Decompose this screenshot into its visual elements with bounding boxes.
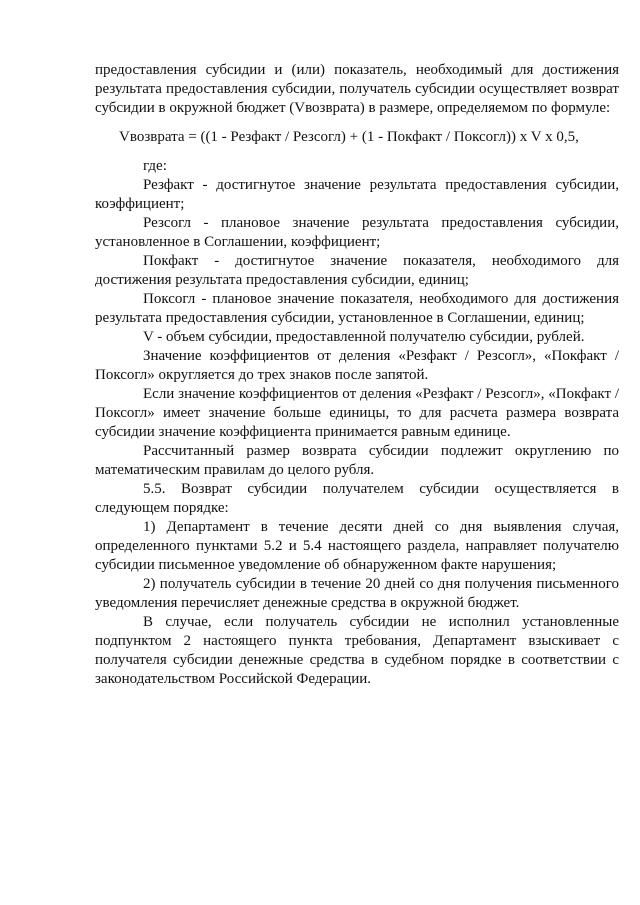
list-item-2: 2) получатель субсидии в течение 20 дней со дня получения письменного уведомления перечисляет денежные средства в окружной бюджет.	[95, 576, 619, 611]
formula-vozvrata: Vвозврата = ((1 - Резфакт / Резсогл) + (1 - Покфакт / Поксогл)) x V x 0,5,	[119, 129, 579, 145]
paragraph-intro: предоставления субсидии и (или) показатель, необходимый для достижения результата предоставления субсидии, получатель субсидии осуществляет возврат субсидии в окружной бюджет (Vвозврата) в размере, определяемом по формуле:	[95, 62, 619, 116]
definition-poksogl: Поксогл - плановое значение показателя, необходимого для достижения результата предоставления субсидии, установленное в Соглашении, единиц;	[95, 291, 619, 326]
paragraph-enforcement: В случае, если получатель субсидии не исполнил установленные подпунктом 2 настоящего пункта требования, Департамент взыскивает с получателя субсидии денежные средства в судебном порядке в соответствии с законодательством Российской Федерации.	[95, 614, 619, 687]
definition-v: V - объем субсидии, предоставленной получателю субсидии, рублей.	[143, 329, 585, 345]
definition-rezfakt: Резфакт - достигнутое значение результата предоставления субсидии, коэффициент;	[95, 177, 619, 212]
definition-pokfakt: Покфакт - достигнутое значение показателя, необходимого для достижения результата предоставления субсидии, единиц;	[95, 253, 619, 288]
document-body	[95, 61, 619, 689]
paragraph-section-5-5: 5.5. Возврат субсидии получателем субсидии осуществляется в следующем порядке:	[95, 481, 619, 516]
list-item-1: 1) Департамент в течение десяти дней со дня выявления случая, определенного пунктами 5.2 и 5.4 настоящего раздела, направляет получателю субсидии письменное уведомление об обнаруженном факте нарушения;	[95, 519, 619, 573]
paragraph-gde: где:	[143, 158, 167, 174]
definition-rezsogl: Резсогл - плановое значение результата предоставления субсидии, установленное в Соглашении, коэффициент;	[95, 215, 619, 250]
paragraph-coefficient-cap: Если значение коэффициентов от деления «Резфакт / Резсогл», «Покфакт / Поксогл» имеет значение больше единицы, то для расчета размера возврата субсидии значение коэффициента принимается равным единице.	[95, 386, 619, 440]
paragraph-rounding-rubles: Рассчитанный размер возврата субсидии подлежит округлению по математическим правилам до целого рубля.	[95, 443, 619, 478]
paragraph-rounding-coefficients: Значение коэффициентов от деления «Резфакт / Резсогл», «Покфакт / Поксогл» округляется до трех знаков после запятой.	[95, 348, 619, 383]
